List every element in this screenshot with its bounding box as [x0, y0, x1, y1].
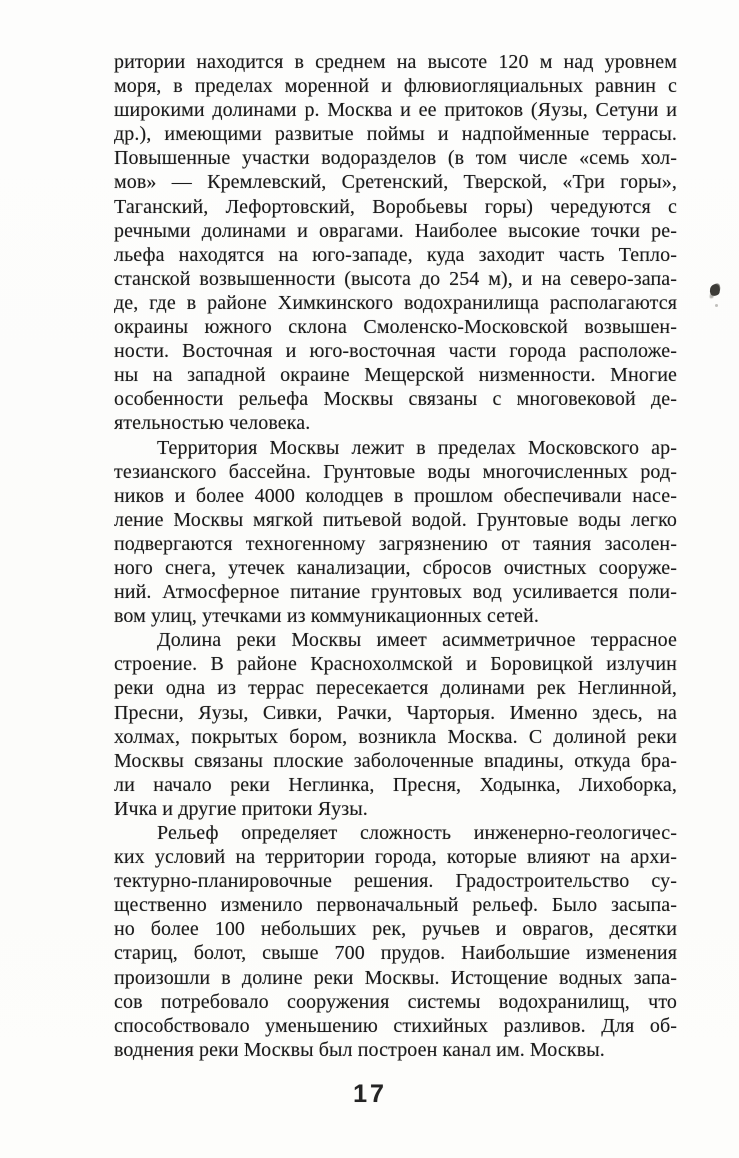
text-line: Повышенные участки водоразделов (в том числе «семь хол-: [114, 147, 677, 170]
text-line: ятельностью человека.: [114, 412, 311, 435]
text-line: сов потребовало сооружения системы водохранилищ, что: [114, 990, 677, 1013]
text-line: Таганский, Лефортовский, Воробьевы горы) чередуются с: [114, 195, 677, 218]
text-line: ности. Восточная и юго-восточная части города расположе-: [114, 340, 677, 363]
text-line: но более 100 небольших рек, ручьев и оврагов, десятки: [114, 918, 677, 941]
text-line: Рельеф определяет сложность инженерно-геологичес-: [157, 822, 677, 844]
text-line: строение. В районе Краснохолмской и Боровицкой излучин: [114, 653, 677, 676]
ink-smudge-artifact: [709, 283, 721, 297]
text-line: широкими долинами р. Москва и ее притоков (Яузы, Сетуни и: [114, 99, 677, 122]
text-line: моря, в пределах моренной и флювиогляциальных равнин с: [114, 75, 677, 98]
text-line: Ичка и другие притоки Яузы.: [114, 797, 368, 820]
text-line: щественно изменило первоначальный рельеф. Было засыпа-: [114, 894, 677, 917]
text-line: ритории находится в среднем на высоте 120 м над уровнем: [114, 51, 677, 73]
text-line: ление Москвы мягкой питьевой водой. Грунтовые воды легко: [114, 508, 677, 531]
text-line: ли начало реки Неглинка, Пресня, Ходынка, Лихоборка,: [114, 773, 677, 796]
paragraph: [114, 436, 677, 629]
text-line: тезианского бассейна. Грунтовые воды многочисленных род-: [114, 460, 677, 483]
text-line: стариц, болот, свыше 700 прудов. Наибольшие изменения: [114, 942, 677, 965]
ink-smudge-dot: [715, 304, 718, 307]
text-line: реки одна из террас пересекается долинами рек Неглинной,: [114, 677, 677, 700]
text-line: де, где в районе Химкинского водохранилища располагаются: [114, 291, 677, 314]
text-line: воднения реки Москвы был построен канал им. Москвы.: [114, 1038, 605, 1061]
page-number: 17: [353, 1080, 387, 1108]
text-line: Пресни, Яузы, Сивки, Рачки, Чарторыя. Именно здесь, на: [114, 701, 677, 724]
text-line: ких условий на территории города, которые влияют на архи-: [114, 846, 677, 869]
text-line: ний. Атмосферное питание грунтовых вод усиливается поли-: [114, 581, 677, 604]
text-line: холмах, покрытых бором, возникла Москва. С долиной реки: [114, 725, 677, 748]
text-line: подвергаются техногенному загрязнению от таяния засолен-: [114, 532, 677, 555]
text-line: ны на западной окраине Мещерской низменности. Многие: [114, 364, 677, 387]
text-line: льефа находятся на юго-западе, куда заходит часть Тепло-: [114, 243, 677, 266]
text-line: тектурно-планировочные решения. Градостроительство су-: [114, 870, 677, 893]
text-line: мов» — Кремлевский, Сретенский, Тверской, «Три горы»,: [114, 171, 677, 194]
text-line: ного снега, утечек канализации, сбросов очистных сооруже-: [114, 556, 677, 579]
text-line: станской возвышенности (высота до 254 м), и на северо-запа-: [114, 267, 677, 290]
text-line: Москвы связаны плоские заболоченные впадины, откуда бра-: [114, 749, 677, 772]
paragraph: [114, 50, 677, 436]
text-line: вом улиц, утечками из коммуникационных сетей.: [114, 605, 539, 628]
text-line: речными долинами и оврагами. Наиболее высокие точки ре-: [114, 219, 677, 242]
text-line: ников и более 4000 колодцев в прошлом обеспечивали насе-: [114, 484, 677, 507]
text-line: др.), имеющими развитые поймы и надпойменные террасы.: [114, 123, 677, 146]
paragraph: [114, 628, 677, 821]
text-line: Территория Москвы лежит в пределах Московского ар-: [157, 436, 677, 459]
text-line: способствовало уменьшению стихийных разливов. Для об-: [114, 1014, 677, 1037]
text-line: произошли в долине реки Москвы. Истощение водных запа-: [114, 966, 677, 989]
text-line: Долина реки Москвы имеет асимметричное террасное: [157, 629, 677, 652]
text-line: особенности рельефа Москвы связаны с многовековой де-: [114, 388, 677, 411]
paragraph: [114, 821, 677, 1062]
body-text: [114, 50, 677, 1062]
text-line: окраины южного склона Смоленско-Московской возвышен-: [114, 316, 677, 339]
